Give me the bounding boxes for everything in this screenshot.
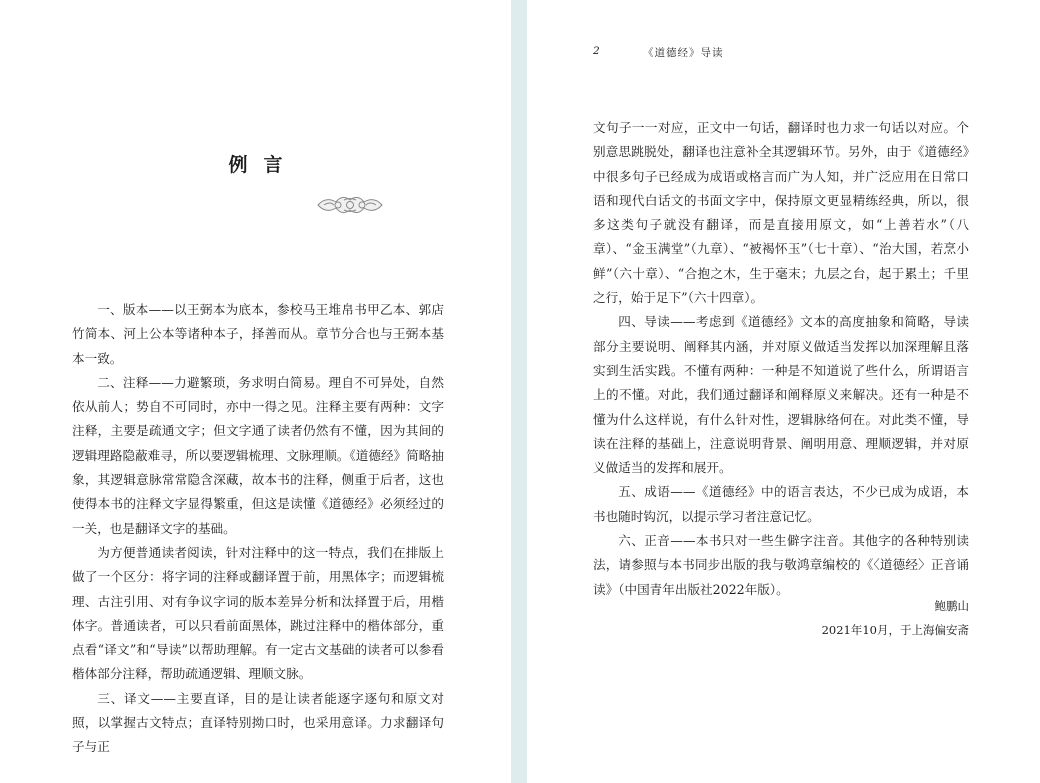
cloud-ornament-icon: [316, 192, 384, 218]
paragraph-guide: 四、导读——考虑到《道德经》文本的高度抽象和简略，导读部分主要说明、阐释其内涵，并对原义做适当发挥以加深理解且落实到生活实践。不懂有两种：一种是不知道说了些什么，所谓语言上的不懂。对此，我们通过翻译和阐释原义来解决。还有一种是不懂为什么这样说，有什么针对性，逻辑脉络何在。对此类不懂，导读在注释的基础上，注意说明背景、阐明用意、理顺逻辑，并对原义做适当的发挥和展开。: [593, 314, 969, 476]
page-gutter: [511, 0, 527, 783]
paragraph-translation: 三、译文——主要直译，目的是让读者能逐字逐句和原文对照，以掌握古文特点；直译特别拗口时，也采用意译。力求翻译句子与正: [72, 690, 444, 755]
signature-name: 鲍鹏山: [934, 599, 969, 613]
right-body-text: [593, 116, 969, 602]
preface-title: 例言: [228, 154, 299, 176]
paragraph-translation-cont: 文句子一一对应，正文中一句话，翻译时也力求一句话以对应。个别意思跳脱处，翻译也注意补全其逻辑环节。另外，由于《道德经》中很多句子已经成为成语或格言而广为人知，并广泛应用在日常口语和现代白话文的书面文字中，保持原文更显精练经典，所以，很多这类句子就没有翻译，而是直接用原文，如“上善若水”（八章）、“金玉满堂”（九章）、“被褐怀玉”（七十章）、“治大国，若烹小鲜”（六十章）、“合抱之木，生于毫末；九层之台，起于累土；千里之行，始于足下”（六十四章）。: [593, 120, 969, 306]
paragraph-pronunciation: 六、正音——本书只对一些生僻字注音。其他字的各种特别读法，请参照与本书同步出版的我与敬鸿章编校的《〈道德经〉正音诵读》（中国青年出版社2022年版）。: [593, 533, 969, 597]
signature-date: 2021年10月，于上海偏安斋: [821, 623, 969, 637]
right-page: [527, 0, 1040, 783]
running-title: 《道德经》导读: [643, 47, 724, 59]
paragraph-annotation: 二、注释——力避繁琐，务求明白简易。理自不可异处，自然依从前人；势自不可同时，亦中一得之见。注释主要有两种：文字注释，主要是疏通文字；但文字通了读者仍然有不懂，因为其间的逻辑理路隐蔽难寻，所以要逻辑梳理、文脉理顺。《道德经》简略抽象，其逻辑意脉常常隐含深藏，故本书的注释，侧重于后者，这也使得本书的注释文字显得繁重，但这是读懂《道德经》必须经过的一关，也是翻译文字的基础。: [72, 374, 444, 536]
left-body-text: [72, 298, 444, 760]
paragraph-idioms: 五、成语——《道德经》中的语言表达，不少已成为成语，本书也随时钩沉，以提示学习者注意记忆。: [593, 484, 969, 524]
left-page: [0, 0, 511, 783]
paragraph-version: 一、版本——以王弼本为底本，参校马王堆帛书甲乙本、郭店竹简本、河上公本等诸种本子，择善而从。章节分合也与王弼本基本一致。: [72, 302, 444, 366]
page-number: 2: [593, 45, 600, 57]
paragraph-layout-note: 为方便普通读者阅读，针对注释中的这一特点，我们在排版上做了一个区分：将字词的注释或翻译置于前，用黑体字；而逻辑梳理、古注引用、对有争议字词的版本差异分析和汰择置于后，用楷体字。普通读者，可以只看前面黑体，跳过注释中的楷体部分，重点看“译文”和“导读”以帮助理解。有一定古文基础的读者可以参看楷体部分注释，帮助疏通逻辑、理顺文脉。: [72, 544, 444, 682]
